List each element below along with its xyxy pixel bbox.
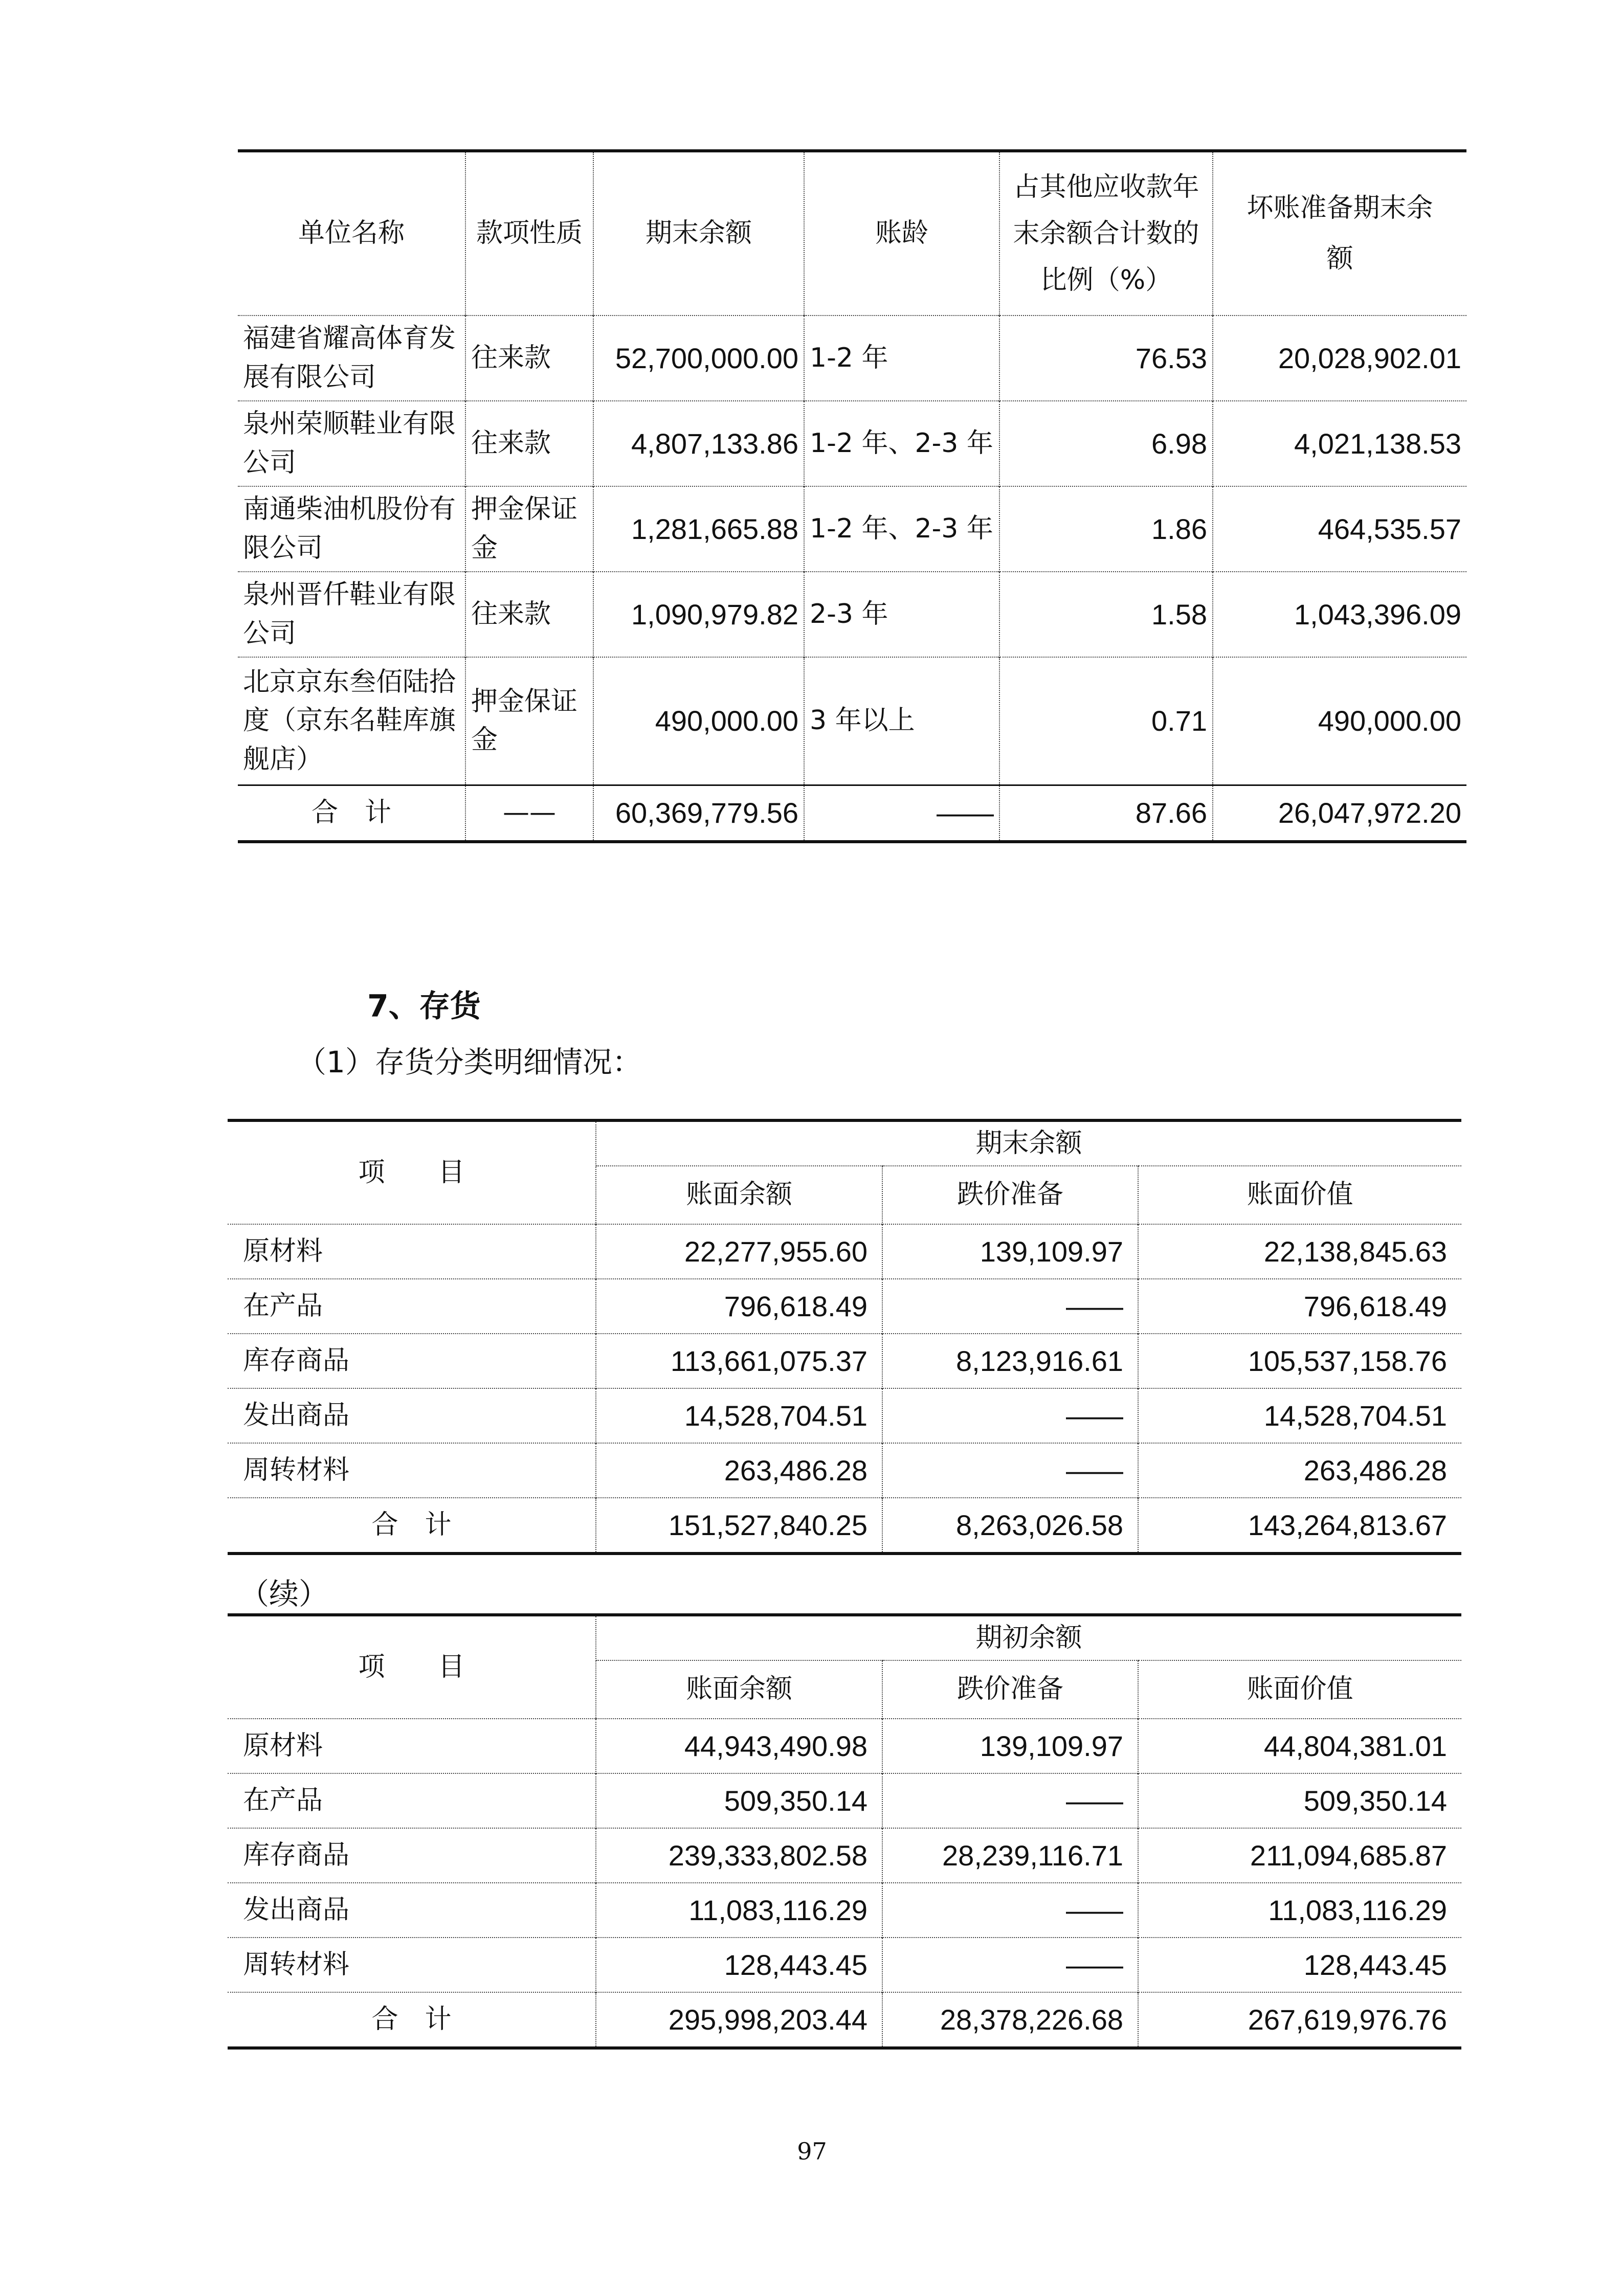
table-row <box>228 1719 1461 1773</box>
book-balance: 44,943,490.98 <box>596 1719 882 1773</box>
table-row <box>228 1388 1461 1443</box>
total-book-value: 267,619,976.76 <box>1138 1992 1461 2048</box>
continued-label: （续） <box>239 1577 329 1611</box>
total-balance: 60,369,779.56 <box>593 785 804 842</box>
total-label: 合 计 <box>228 1498 596 1554</box>
impairment: 8,123,916.61 <box>882 1334 1138 1388</box>
header-bad-debt-provision: 坏账准备期末余额 <box>1213 151 1466 316</box>
header-book-balance: 账面余额 <box>596 1660 882 1719</box>
age: 3 年以上 <box>804 657 999 785</box>
total-label: 合 计 <box>238 785 465 842</box>
book-balance: 239,333,802.58 <box>596 1828 882 1883</box>
section-subtitle: （1）存货分类明细情况： <box>297 1045 642 1079</box>
item-name: 周转材料 <box>228 1443 596 1498</box>
item-name: 在产品 <box>228 1773 596 1828</box>
header-group-beginning: 期初余额 <box>596 1615 1461 1660</box>
total-provision: 26,047,972.20 <box>1213 785 1466 842</box>
item-name: 库存商品 <box>228 1334 596 1388</box>
balance: 1,090,979.82 <box>593 572 804 657</box>
balance: 4,807,133.86 <box>593 401 804 486</box>
inventory-ending-table <box>228 1119 1461 1555</box>
total-book-balance: 151,527,840.25 <box>596 1498 882 1554</box>
book-value: 211,094,685.87 <box>1138 1828 1461 1883</box>
provision: 464,535.57 <box>1213 486 1466 572</box>
impairment: —— <box>882 1443 1138 1498</box>
table-header-row <box>238 151 1466 316</box>
inventory-beginning-table <box>228 1613 1461 2050</box>
impairment: —— <box>882 1938 1138 1992</box>
age: 1-2 年 <box>804 316 999 401</box>
item-name: 发出商品 <box>228 1883 596 1938</box>
provision: 4,021,138.53 <box>1213 401 1466 486</box>
balance: 52,700,000.00 <box>593 316 804 401</box>
total-row <box>228 1498 1461 1554</box>
header-book-balance: 账面余额 <box>596 1166 882 1224</box>
total-book-balance: 295,998,203.44 <box>596 1992 882 2048</box>
book-balance: 796,618.49 <box>596 1279 882 1334</box>
book-value: 128,443.45 <box>1138 1938 1461 1992</box>
table-header-row <box>228 1120 1461 1166</box>
book-value: 44,804,381.01 <box>1138 1719 1461 1773</box>
item-name: 原材料 <box>228 1719 596 1773</box>
ratio: 6.98 <box>999 401 1213 486</box>
age: 1-2 年、2-3 年 <box>804 486 999 572</box>
total-impairment: 8,263,026.58 <box>882 1498 1138 1554</box>
book-value: 14,528,704.51 <box>1138 1388 1461 1443</box>
table-row <box>238 572 1466 657</box>
page-number: 97 <box>797 2137 827 2165</box>
book-value: 22,138,845.63 <box>1138 1224 1461 1279</box>
item-name: 库存商品 <box>228 1828 596 1883</box>
book-value: 796,618.49 <box>1138 1279 1461 1334</box>
header-book-value: 账面价值 <box>1138 1660 1461 1719</box>
table-row <box>228 1828 1461 1883</box>
header-age: 账龄 <box>804 151 999 316</box>
total-nature: —— <box>465 785 593 842</box>
table-row <box>238 486 1466 572</box>
impairment: —— <box>882 1279 1138 1334</box>
ratio: 0.71 <box>999 657 1213 785</box>
table-row <box>228 1443 1461 1498</box>
total-impairment: 28,378,226.68 <box>882 1992 1138 2048</box>
impairment: 139,109.97 <box>882 1719 1138 1773</box>
table-row <box>238 657 1466 785</box>
receivables-table <box>238 149 1466 843</box>
ratio: 76.53 <box>999 316 1213 401</box>
total-row <box>228 1992 1461 2048</box>
unit-name: 福建省耀高体育发展有限公司 <box>238 316 465 401</box>
header-ending-balance: 期末余额 <box>593 151 804 316</box>
unit-name: 南通柴油机股份有限公司 <box>238 486 465 572</box>
book-balance: 128,443.45 <box>596 1938 882 1992</box>
book-value: 263,486.28 <box>1138 1443 1461 1498</box>
item-name: 原材料 <box>228 1224 596 1279</box>
impairment: —— <box>882 1883 1138 1938</box>
age: 1-2 年、2-3 年 <box>804 401 999 486</box>
item-name: 在产品 <box>228 1279 596 1334</box>
nature: 往来款 <box>465 401 593 486</box>
total-age: —— <box>804 785 999 842</box>
book-balance: 22,277,955.60 <box>596 1224 882 1279</box>
nature: 往来款 <box>465 572 593 657</box>
table-row <box>228 1773 1461 1828</box>
header-impairment: 跌价准备 <box>882 1166 1138 1224</box>
balance: 1,281,665.88 <box>593 486 804 572</box>
impairment: 139,109.97 <box>882 1224 1138 1279</box>
header-project: 项 目 <box>228 1120 596 1224</box>
book-balance: 113,661,075.37 <box>596 1334 882 1388</box>
unit-name: 泉州荣顺鞋业有限公司 <box>238 401 465 486</box>
provision: 1,043,396.09 <box>1213 572 1466 657</box>
unit-name: 泉州晋仟鞋业有限公司 <box>238 572 465 657</box>
item-name: 周转材料 <box>228 1938 596 1992</box>
nature: 押金保证金 <box>465 486 593 572</box>
book-balance: 14,528,704.51 <box>596 1388 882 1443</box>
balance: 490,000.00 <box>593 657 804 785</box>
total-book-value: 143,264,813.67 <box>1138 1498 1461 1554</box>
table-row <box>228 1938 1461 1992</box>
impairment: 28,239,116.71 <box>882 1828 1138 1883</box>
table-header-row <box>228 1615 1461 1660</box>
table-row <box>228 1883 1461 1938</box>
table-row <box>228 1224 1461 1279</box>
book-value: 509,350.14 <box>1138 1773 1461 1828</box>
total-row <box>238 785 1466 842</box>
book-balance: 11,083,116.29 <box>596 1883 882 1938</box>
header-unit-name: 单位名称 <box>298 218 405 249</box>
nature: 往来款 <box>465 316 593 401</box>
section-title: 7、存货 <box>367 988 481 1024</box>
header-project: 项 目 <box>228 1615 596 1719</box>
header-book-value: 账面价值 <box>1138 1166 1461 1224</box>
header-nature: 款项性质 <box>465 151 593 316</box>
total-label: 合 计 <box>228 1992 596 2048</box>
unit-name: 北京京东叁佰陆拾度（京东名鞋库旗舰店） <box>238 657 465 785</box>
header-ratio: 占其他应收款年末余额合计数的比例（%） <box>999 151 1213 316</box>
table-row <box>228 1279 1461 1334</box>
impairment: —— <box>882 1388 1138 1443</box>
provision: 20,028,902.01 <box>1213 316 1466 401</box>
book-balance: 263,486.28 <box>596 1443 882 1498</box>
table-row <box>238 401 1466 486</box>
item-name: 发出商品 <box>228 1388 596 1443</box>
book-value: 105,537,158.76 <box>1138 1334 1461 1388</box>
impairment: —— <box>882 1773 1138 1828</box>
table-row <box>238 316 1466 401</box>
table-row <box>228 1334 1461 1388</box>
ratio: 1.86 <box>999 486 1213 572</box>
ratio: 1.58 <box>999 572 1213 657</box>
book-balance: 509,350.14 <box>596 1773 882 1828</box>
total-ratio: 87.66 <box>999 785 1213 842</box>
header-group-ending: 期末余额 <box>596 1120 1461 1166</box>
book-value: 11,083,116.29 <box>1138 1883 1461 1938</box>
header-impairment: 跌价准备 <box>882 1660 1138 1719</box>
provision: 490,000.00 <box>1213 657 1466 785</box>
nature: 押金保证金 <box>465 657 593 785</box>
age: 2-3 年 <box>804 572 999 657</box>
